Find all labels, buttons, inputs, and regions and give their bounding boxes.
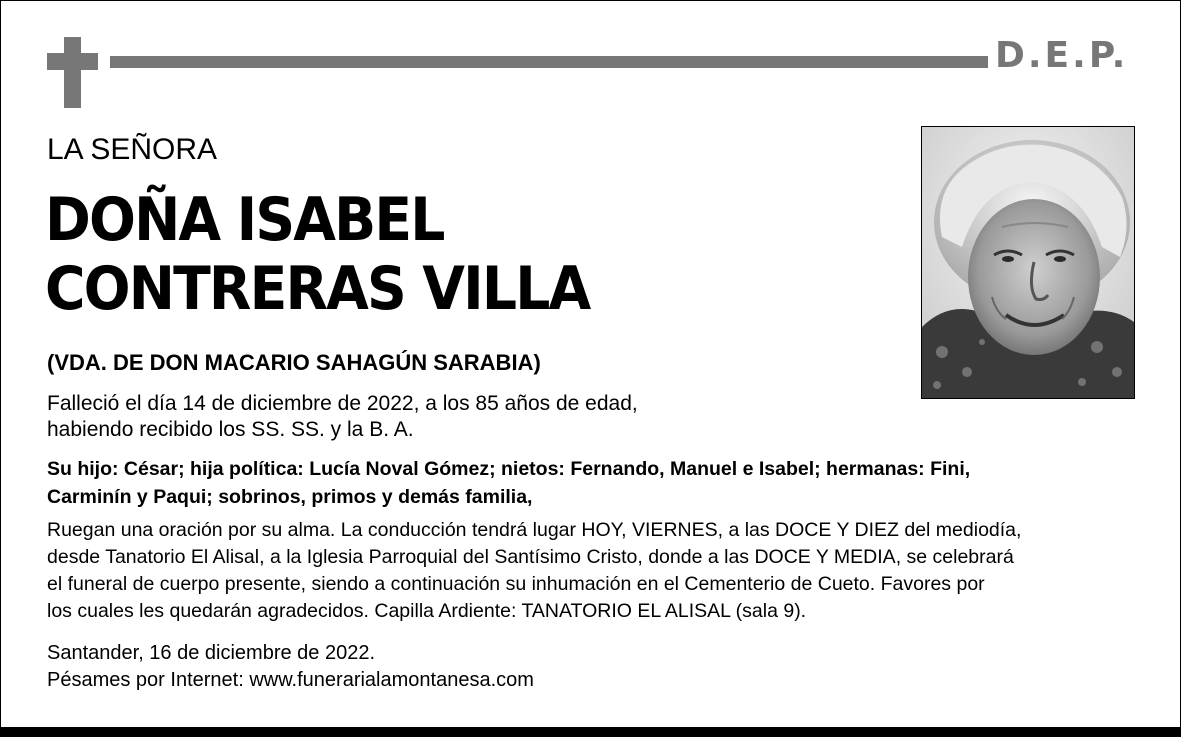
name-line-1: DOÑA ISABEL: [45, 185, 444, 255]
header-rule: [110, 56, 988, 68]
widow-of: (VDA. DE DON MACARIO SAHAGÚN SARABIA): [47, 350, 541, 375]
service-line-3: el funeral de cuerpo presente, siendo a continuación su inhumación en el Cementerio de Cueto. Favores por: [47, 573, 985, 595]
death-info: [47, 391, 638, 443]
portrait-image: [922, 127, 1134, 398]
service-line-1: Ruegan una oración por su alma. La conducción tendrá lugar HOY, VIERNES, a las DOCE Y DIEZ del mediodía,: [47, 519, 1022, 541]
bottom-rule: [0, 727, 1181, 737]
death-line-2: habiendo recibido los SS. SS. y la B. A.: [47, 418, 414, 441]
service-details: [47, 517, 1147, 625]
family-line-1: Su hijo: César; hija política: Lucía Noval Gómez; nietos: Fernando, Manuel e Isabel; hermanas: Fini,: [47, 458, 971, 480]
family-list: [47, 455, 1127, 511]
condolences-link[interactable]: Pésames por Internet: www.funerarialamontanesa.com: [47, 669, 534, 691]
service-line-4: los cuales les quedarán agradecidos. Capilla Ardiente: TANATORIO EL ALISAL (sala 9).: [47, 600, 807, 622]
closing: [47, 640, 534, 694]
place-date: Santander, 16 de diciembre de 2022.: [47, 642, 376, 664]
portrait-photo: [921, 126, 1135, 399]
service-line-2: desde Tanatorio El Alisal, a la Iglesia Parroquial del Santísimo Cristo, donde a las DOCE Y MEDIA, se celebrará: [47, 546, 1014, 568]
dep-label: D.E.P.: [995, 35, 1129, 76]
name-line-2: CONTRERAS VILLA: [45, 254, 590, 324]
honorific-lead: LA SEÑORA: [47, 133, 218, 166]
deceased-name: [45, 186, 589, 324]
family-line-2: Carminín y Paqui; sobrinos, primos y demás familia,: [47, 486, 533, 508]
death-line-1: Falleció el día 14 de diciembre de 2022, a los 85 años de edad,: [47, 392, 638, 415]
